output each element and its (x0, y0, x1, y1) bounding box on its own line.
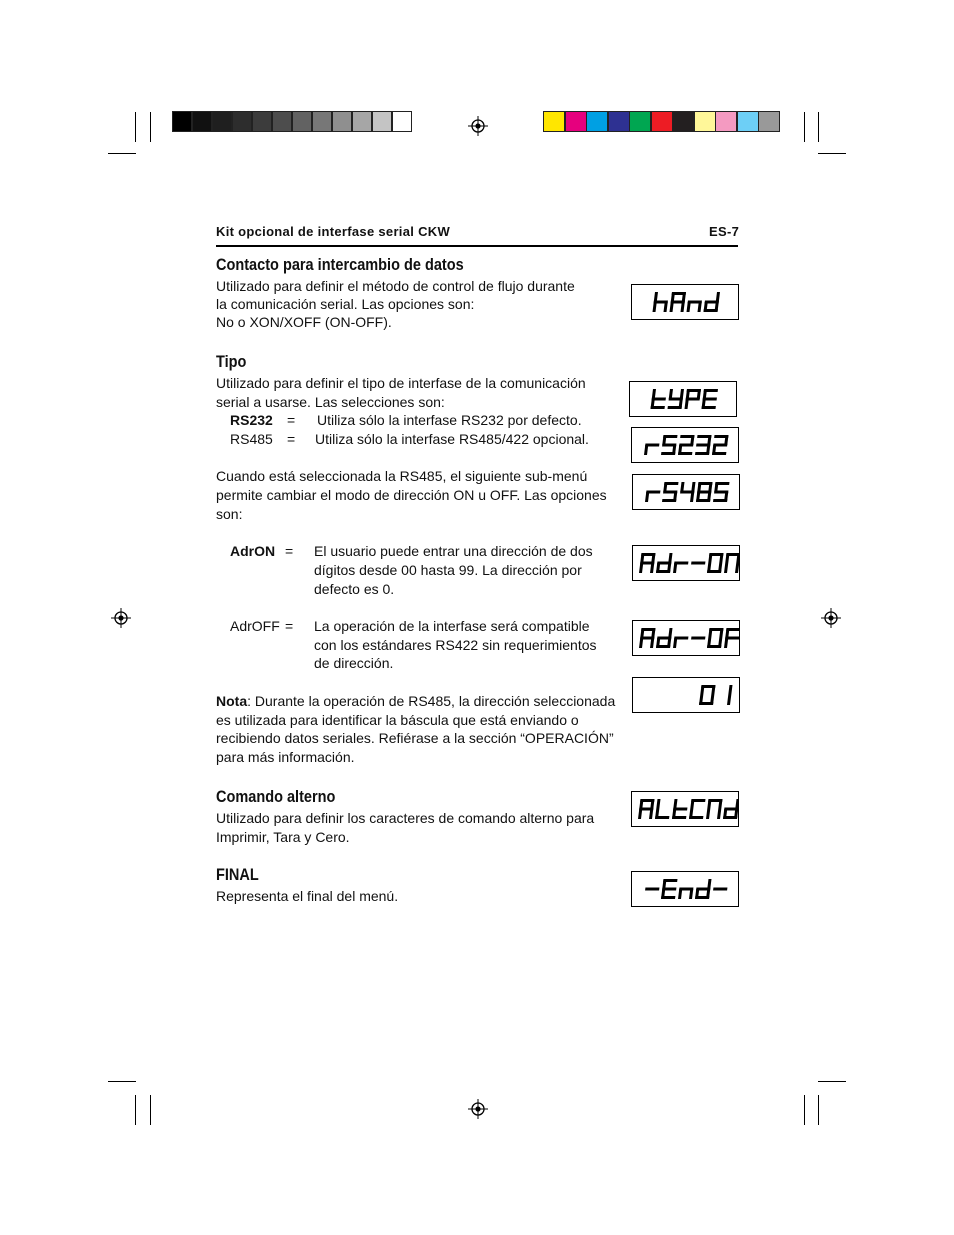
page-number: ES-7 (709, 224, 740, 239)
option-equals: = (285, 543, 294, 559)
lcd-segment (691, 637, 705, 640)
lcd-segment (688, 301, 702, 304)
lcd-segment (645, 888, 659, 891)
gray-swatch (332, 111, 352, 132)
body-line: La operación de la interfase será compatible (314, 618, 590, 634)
lcd-segment (700, 685, 704, 695)
option-rs485-name: RS485 (230, 431, 273, 447)
lcd-display-rs232 (631, 427, 739, 463)
option-rs232-desc: Utiliza sólo la interfase RS232 por defecto. (317, 412, 582, 428)
color-swatch (758, 111, 780, 132)
segment-glyphs (633, 621, 739, 655)
segment-glyphs (632, 792, 738, 826)
lcd-segment (645, 444, 659, 447)
color-swatch (543, 111, 565, 132)
gray-swatch (212, 111, 232, 132)
segment-glyphs (632, 428, 738, 462)
lcd-segment (663, 491, 677, 494)
body-line: permite cambiar el modo de dirección ON u OFF. Las opciones (216, 487, 607, 503)
body-line: recibiendo datos seriales. Refiérase a la sección “OPERACIÓN” (216, 730, 614, 746)
color-swatch (629, 111, 651, 132)
lcd-display-hand (631, 284, 739, 320)
body-line: Utilizado para definir el método de control de flujo durante (216, 278, 575, 294)
gray-swatch (172, 111, 192, 132)
lcd-segment (674, 637, 688, 640)
lcd-segment (725, 553, 729, 563)
option-rs485-desc: Utiliza sólo la interfase RS485/422 opcional. (315, 431, 589, 447)
body-line: para más información. (216, 749, 355, 765)
segment-glyphs (632, 872, 738, 906)
lcd-segment (674, 562, 688, 565)
registration-mark-icon (821, 608, 841, 628)
body-line: Utilizado para definir los caracteres de comando alterno para (216, 810, 595, 826)
option-adroff-name: AdrOFF (230, 618, 280, 634)
lcd-segment (662, 444, 676, 447)
lcd-display-end (631, 871, 739, 907)
color-swatch (715, 111, 737, 132)
lcd-segment (713, 444, 727, 447)
lcd-segment (708, 553, 712, 563)
lcd-segment (713, 888, 727, 891)
lcd-segment (696, 888, 710, 891)
lcd-segment (735, 563, 739, 573)
lcd-segment (696, 444, 710, 447)
gray-swatch (272, 111, 292, 132)
color-swatch (694, 111, 716, 132)
note-line (216, 692, 615, 711)
lcd-segment (724, 563, 728, 573)
lcd-segment (680, 491, 694, 494)
color-swatch (651, 111, 673, 132)
body-line: defecto es 0. (314, 581, 395, 597)
segment-glyphs (632, 285, 738, 319)
segment-glyphs (633, 475, 739, 509)
body-line: El usuario puede entrar una dirección de dos (314, 543, 593, 559)
option-equals: = (285, 618, 294, 634)
lcd-segment (725, 637, 739, 640)
lcd-segment (646, 491, 660, 494)
option-rs232-name: RS232 (230, 412, 273, 428)
option-adron-name: AdrON (230, 543, 276, 559)
gray-swatch (192, 111, 212, 132)
gray-swatch (392, 111, 412, 132)
lcd-segment (691, 562, 705, 565)
lcd-segment (690, 799, 694, 809)
lcd-segment (705, 301, 719, 304)
registration-mark-icon (468, 116, 488, 136)
option-equals: = (287, 431, 296, 447)
color-swatch (586, 111, 608, 132)
body-line: es utilizada para identificar la báscula que está enviando o (216, 712, 579, 728)
lcd-display-adron (632, 545, 740, 581)
lcd-display-rs485 (632, 474, 740, 510)
gray-swatch (252, 111, 272, 132)
lcd-segment (640, 562, 654, 565)
lcd-segment (662, 499, 676, 502)
body-line: Representa el final del menú. (216, 888, 399, 904)
lcd-segment (640, 637, 654, 640)
lcd-segment (661, 452, 675, 455)
registration-mark-icon (111, 608, 131, 628)
note-label: Nota (216, 693, 248, 709)
lcd-display-adroff (632, 620, 740, 656)
lcd-segment (671, 301, 685, 304)
lcd-segment (707, 799, 711, 809)
section-heading-final: FINAL (216, 866, 259, 884)
note-text: : Durante la operación de RS485, la dirección seleccionada (247, 693, 616, 709)
option-equals: = (287, 412, 296, 428)
lcd-display-type (629, 381, 737, 417)
body-line: de dirección. (314, 655, 394, 671)
segment-glyphs (633, 546, 739, 580)
lcd-segment (714, 491, 728, 494)
body-line: son: (216, 506, 243, 522)
lcd-display-altcmd (631, 791, 739, 827)
body-line: No o XON/XOFF (ON-OFF). (216, 314, 392, 330)
lcd-segment (727, 695, 731, 705)
lcd-segment (686, 398, 700, 401)
lcd-segment (679, 888, 693, 891)
lcd-segment (669, 398, 683, 401)
lcd-segment (656, 799, 660, 809)
body-line: Cuando está seleccionada la RS485, el siguiente sub-menú (216, 468, 588, 484)
color-swatch (672, 111, 694, 132)
lcd-segment (703, 398, 717, 401)
section-heading-tipo: Tipo (216, 353, 247, 371)
lcd-segment (717, 809, 721, 819)
body-line: la comunicación serial. Las opciones son: (216, 296, 475, 312)
lcd-segment (673, 808, 687, 811)
segment-glyphs (630, 382, 736, 416)
lcd-segment (668, 406, 682, 409)
registration-mark-icon (468, 1099, 488, 1119)
section-heading-alterno: Comando alterno (216, 788, 336, 806)
body-line: serial a usarse. Las selecciones son: (216, 394, 445, 410)
body-line: Imprimir, Tara y Cero. (216, 829, 350, 845)
lcd-segment (724, 808, 738, 811)
body-line: dígitos desde 00 hasta 99. La dirección por (314, 562, 582, 578)
body-line: con los estándares RS422 sin requerimientos (314, 637, 597, 653)
gray-swatch (312, 111, 332, 132)
lcd-segment (657, 637, 671, 640)
header-rule (216, 245, 738, 247)
lcd-segment (706, 809, 710, 819)
gray-swatch (372, 111, 392, 132)
lcd-segment (679, 444, 693, 447)
lcd-segment (713, 499, 727, 502)
lcd-segment (639, 808, 653, 811)
gray-swatch (232, 111, 252, 132)
lcd-segment (654, 301, 668, 304)
lcd-segment (697, 491, 711, 494)
color-swatch (737, 111, 759, 132)
gray-swatch (292, 111, 312, 132)
segment-glyphs (633, 678, 739, 712)
section-heading-contacto: Contacto para intercambio de datos (216, 256, 464, 274)
color-swatch (565, 111, 587, 132)
lcd-segment (652, 398, 666, 401)
lcd-segment (708, 628, 712, 638)
running-header-title: Kit opcional de interfase serial CKW (216, 224, 451, 239)
lcd-segment (657, 562, 671, 565)
lcd-segment (695, 452, 709, 455)
body-line: Utilizado para definir el tipo de interfase de la comunicación (216, 375, 586, 391)
lcd-display-address (632, 677, 740, 713)
lcd-segment (662, 888, 676, 891)
gray-swatch (352, 111, 372, 132)
color-swatch (608, 111, 630, 132)
lcd-segment (728, 685, 732, 695)
